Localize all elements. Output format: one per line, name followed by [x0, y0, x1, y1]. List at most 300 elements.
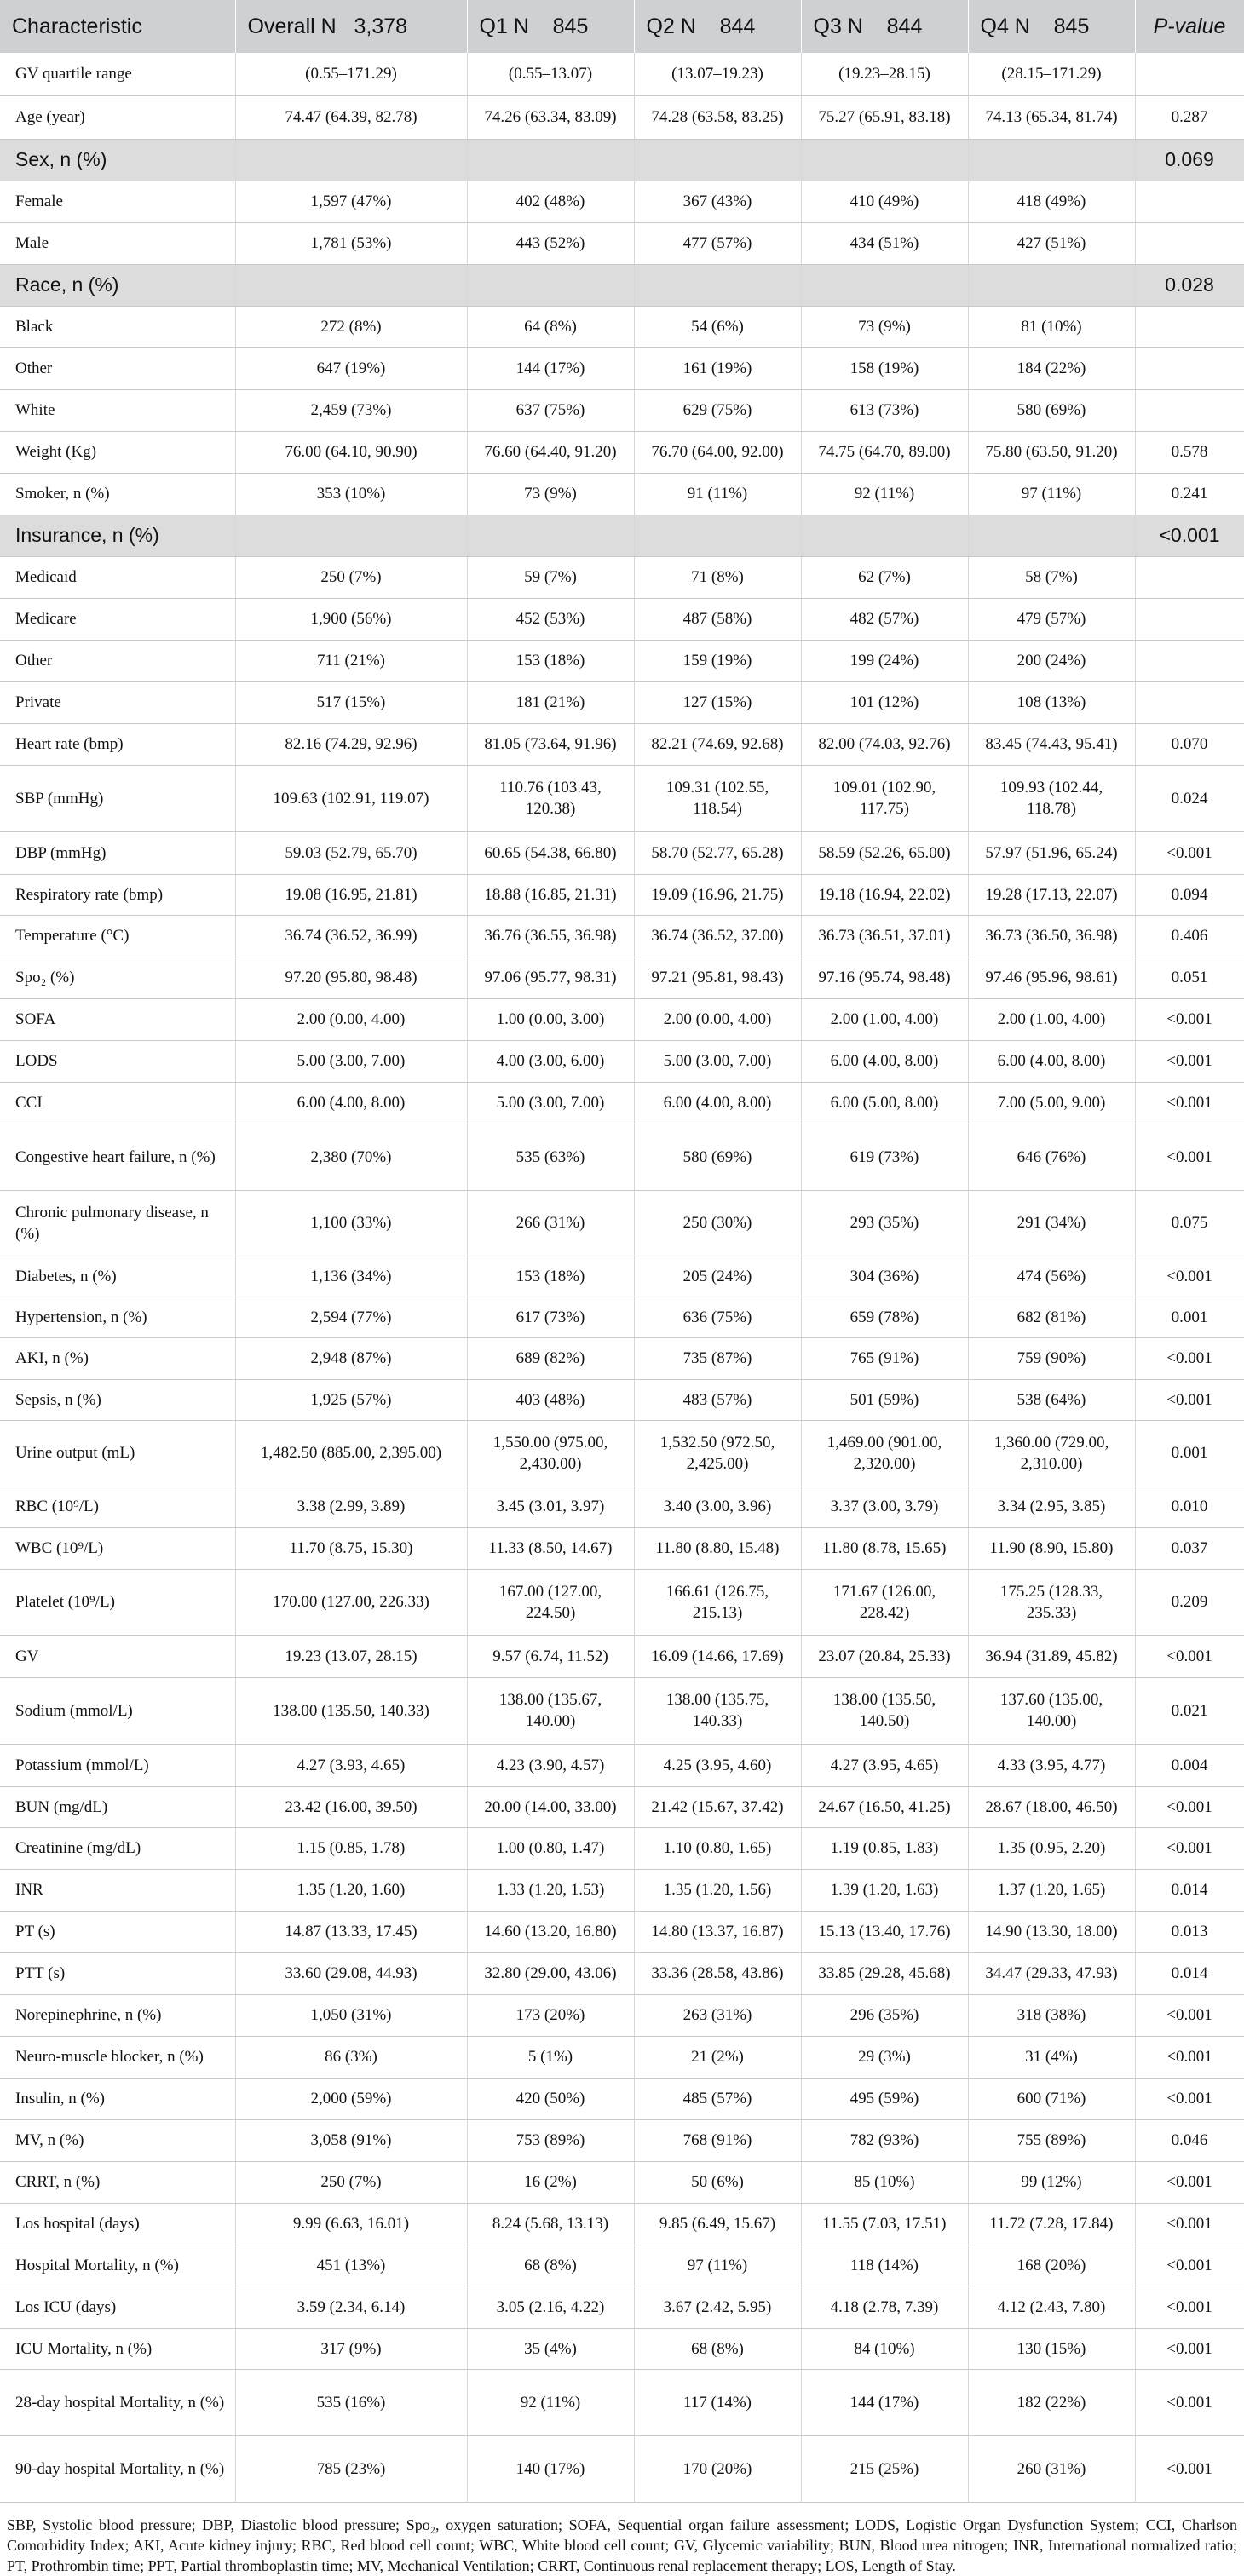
cell-q3: 92 (11%) [801, 473, 968, 515]
table-row [0, 1420, 1244, 1486]
cell-q1 [467, 515, 634, 556]
table-row [0, 222, 1244, 264]
cell-q2: 636 (75%) [634, 1297, 801, 1337]
cell-q2: 3.67 (2.42, 5.95) [634, 2286, 801, 2328]
cell-q4: 74.13 (65.34, 81.74) [968, 95, 1135, 139]
cell-q2: 16.09 (14.66, 17.69) [634, 1635, 801, 1677]
cell-q1: 3.45 (3.01, 3.97) [467, 1486, 634, 1527]
cell-q2: 76.70 (64.00, 92.00) [634, 431, 801, 473]
cell-overall: 5.00 (3.00, 7.00) [235, 1040, 467, 1082]
cell-q2: 205 (24%) [634, 1256, 801, 1297]
cell-p-value: 0.001 [1135, 1297, 1244, 1337]
cell-p-value: <0.001 [1135, 1124, 1244, 1190]
table-row [0, 874, 1244, 915]
cell-q1: 97.06 (95.77, 98.31) [467, 957, 634, 998]
cell-q3: 73 (9%) [801, 306, 968, 347]
cell-q2: 250 (30%) [634, 1190, 801, 1256]
cell-q3: 6.00 (5.00, 8.00) [801, 1082, 968, 1124]
table-row [0, 1786, 1244, 1827]
cell-q4: 646 (76%) [968, 1124, 1135, 1190]
row-label: Weight (Kg) [0, 431, 235, 473]
table-row [0, 306, 1244, 347]
row-label: Private [0, 681, 235, 723]
cell-overall: 250 (7%) [235, 2161, 467, 2203]
header-overall: Overall N 3,378 [235, 0, 467, 53]
cell-overall: 33.60 (29.08, 44.93) [235, 1952, 467, 1994]
cell-q1: 443 (52%) [467, 222, 634, 264]
table-row [0, 1082, 1244, 1124]
row-label: Creatinine (mg/dL) [0, 1827, 235, 1869]
cell-q3: 1.19 (0.85, 1.83) [801, 1827, 968, 1869]
cell-q3: 215 (25%) [801, 2435, 968, 2502]
cell-q2: 487 (58%) [634, 598, 801, 640]
cell-q4: 168 (20%) [968, 2245, 1135, 2286]
cell-q3: 495 (59%) [801, 2078, 968, 2119]
cell-p-value: 0.014 [1135, 1952, 1244, 1994]
cell-overall: 2,948 (87%) [235, 1337, 467, 1379]
cell-q1: 753 (89%) [467, 2119, 634, 2161]
row-label: Norepinephrine, n (%) [0, 1994, 235, 2036]
cell-q3: 4.27 (3.95, 4.65) [801, 1744, 968, 1786]
cell-q4 [968, 139, 1135, 181]
cell-p-value: 0.287 [1135, 95, 1244, 139]
cell-q1: 173 (20%) [467, 1994, 634, 2036]
row-label: PT (s) [0, 1911, 235, 1952]
cell-q3: 296 (35%) [801, 1994, 968, 2036]
row-label: Heart rate (bmp) [0, 723, 235, 765]
row-label: INR [0, 1869, 235, 1911]
cell-q1: 138.00 (135.67, 140.00) [467, 1677, 634, 1744]
cell-q4: 1,360.00 (729.00, 2,310.00) [968, 1420, 1135, 1486]
row-label: BUN (mg/dL) [0, 1786, 235, 1827]
table-row [0, 1569, 1244, 1635]
cell-q2: 4.25 (3.95, 4.60) [634, 1744, 801, 1786]
table-row [0, 1952, 1244, 1994]
cell-q3 [801, 264, 968, 306]
cell-p-value [1135, 181, 1244, 222]
cell-q2: 97 (11%) [634, 2245, 801, 2286]
cell-p-value: 0.094 [1135, 874, 1244, 915]
cell-q4: 4.12 (2.43, 7.80) [968, 2286, 1135, 2328]
cell-q4: 36.73 (36.50, 36.98) [968, 915, 1135, 957]
cell-p-value: 0.069 [1135, 139, 1244, 181]
cell-p-value: <0.001 [1135, 1082, 1244, 1124]
cell-p-value [1135, 640, 1244, 681]
table-row [0, 640, 1244, 681]
cell-q4: 580 (69%) [968, 389, 1135, 431]
table-row [0, 473, 1244, 515]
table-row [0, 1635, 1244, 1677]
cell-overall: 3.59 (2.34, 6.14) [235, 2286, 467, 2328]
cell-q1: 402 (48%) [467, 181, 634, 222]
cell-overall: 317 (9%) [235, 2328, 467, 2369]
cell-q2: 485 (57%) [634, 2078, 801, 2119]
row-label: Insulin, n (%) [0, 2078, 235, 2119]
table-row [0, 1297, 1244, 1337]
cell-q1: 403 (48%) [467, 1379, 634, 1420]
cell-q3: 782 (93%) [801, 2119, 968, 2161]
row-label: Sex, n (%) [0, 139, 235, 181]
cell-p-value [1135, 681, 1244, 723]
table-row [0, 2078, 1244, 2119]
cell-q4: 1.37 (1.20, 1.65) [968, 1869, 1135, 1911]
table-row [0, 1379, 1244, 1420]
table-row [0, 2036, 1244, 2078]
row-label: DBP (mmHg) [0, 831, 235, 874]
cell-q4: 19.28 (17.13, 22.07) [968, 874, 1135, 915]
cell-q1: 74.26 (63.34, 83.09) [467, 95, 634, 139]
table-row [0, 2369, 1244, 2435]
cell-q3: 58.59 (52.26, 65.00) [801, 831, 968, 874]
cell-p-value [1135, 389, 1244, 431]
cell-p-value: <0.001 [1135, 1786, 1244, 1827]
cell-p-value [1135, 306, 1244, 347]
row-label: Respiratory rate (bmp) [0, 874, 235, 915]
cell-p-value [1135, 598, 1244, 640]
cell-overall [235, 139, 467, 181]
cell-p-value: 0.024 [1135, 765, 1244, 831]
cell-overall: 1.15 (0.85, 1.78) [235, 1827, 467, 1869]
cell-q3: 2.00 (1.00, 4.00) [801, 998, 968, 1040]
table-row [0, 915, 1244, 957]
header-p-value: P-value [1135, 0, 1244, 53]
row-label: Urine output (mL) [0, 1420, 235, 1486]
cell-q2: 71 (8%) [634, 556, 801, 598]
section-row [0, 264, 1244, 306]
row-label: PTT (s) [0, 1952, 235, 1994]
cell-q3: 109.01 (102.90, 117.75) [801, 765, 968, 831]
cell-q3: (19.23–28.15) [801, 53, 968, 95]
cell-q1: 11.33 (8.50, 14.67) [467, 1527, 634, 1569]
cell-q4: 479 (57%) [968, 598, 1135, 640]
cell-q4: 318 (38%) [968, 1994, 1135, 2036]
cell-q1: 32.80 (29.00, 43.06) [467, 1952, 634, 1994]
cell-overall: 1,900 (56%) [235, 598, 467, 640]
cell-q3: 410 (49%) [801, 181, 968, 222]
cell-q4: 260 (31%) [968, 2435, 1135, 2502]
cell-p-value: 0.010 [1135, 1486, 1244, 1527]
table-row [0, 2435, 1244, 2502]
cell-q3: 482 (57%) [801, 598, 968, 640]
cell-overall: 1,136 (34%) [235, 1256, 467, 1297]
cell-q1: 535 (63%) [467, 1124, 634, 1190]
cell-q4: 137.60 (135.00, 140.00) [968, 1677, 1135, 1744]
cell-q4: 58 (7%) [968, 556, 1135, 598]
cell-q4: 755 (89%) [968, 2119, 1135, 2161]
table-row [0, 1994, 1244, 2036]
cell-q3: 1.39 (1.20, 1.63) [801, 1869, 968, 1911]
cell-overall: 1,100 (33%) [235, 1190, 467, 1256]
row-label: Temperature (°C) [0, 915, 235, 957]
cell-q4: 36.94 (31.89, 45.82) [968, 1635, 1135, 1677]
cell-q2: 159 (19%) [634, 640, 801, 681]
cell-p-value: <0.001 [1135, 998, 1244, 1040]
table-footnote: SBP, Systolic blood pressure; DBP, Diastolic blood pressure; Spo₂, oxygen saturation; SOFA, Sequential organ failure assessment; LODS, Logistic Organ Dysfunction System; CCI, Charlson Comorbidity Index; AKI, Acute kidney injury; RBC, Red blood cell count; WBC, White blood cell count; GV, Glycemic variability; BUN, Blood urea nitrogen; INR, International normalized ratio; PT, Prothrombin time; PPT, Partial thromboplastin time; MV, Mechanical Ventilation; CRRT, Continuous renal replacement therapy; LOS, Length of Stay. [7, 2516, 1237, 2574]
cell-q2: 19.09 (16.96, 21.75) [634, 874, 801, 915]
row-label: Medicare [0, 598, 235, 640]
row-label: Platelet (10⁹/L) [0, 1569, 235, 1635]
cell-p-value: <0.001 [1135, 1827, 1244, 1869]
cell-overall: 109.63 (102.91, 119.07) [235, 765, 467, 831]
cell-q4: (28.15–171.29) [968, 53, 1135, 95]
row-label: Sodium (mmol/L) [0, 1677, 235, 1744]
cell-q1: 16 (2%) [467, 2161, 634, 2203]
cell-p-value: 0.028 [1135, 264, 1244, 306]
cell-p-value [1135, 347, 1244, 389]
table-row [0, 181, 1244, 222]
cell-q4: 99 (12%) [968, 2161, 1135, 2203]
row-label: Male [0, 222, 235, 264]
cell-q4 [968, 515, 1135, 556]
cell-q4: 11.90 (8.90, 15.80) [968, 1527, 1135, 1569]
cell-q4: 474 (56%) [968, 1256, 1135, 1297]
header-q2: Q2 N 844 [634, 0, 801, 53]
section-row [0, 139, 1244, 181]
cell-q3: 619 (73%) [801, 1124, 968, 1190]
table-row [0, 1869, 1244, 1911]
table-row [0, 598, 1244, 640]
cell-p-value [1135, 556, 1244, 598]
cell-overall: 2,380 (70%) [235, 1124, 467, 1190]
cell-q1: 110.76 (103.43, 120.38) [467, 765, 634, 831]
row-label: Age (year) [0, 95, 235, 139]
cell-p-value: <0.001 [1135, 1379, 1244, 1420]
table-row [0, 1190, 1244, 1256]
cell-q4: 97.46 (95.96, 98.61) [968, 957, 1135, 998]
row-label: SBP (mmHg) [0, 765, 235, 831]
cell-q3: 24.67 (16.50, 41.25) [801, 1786, 968, 1827]
cell-q1: 689 (82%) [467, 1337, 634, 1379]
cell-q4: 28.67 (18.00, 46.50) [968, 1786, 1135, 1827]
row-label: Diabetes, n (%) [0, 1256, 235, 1297]
table-row [0, 831, 1244, 874]
cell-q4: 291 (34%) [968, 1190, 1135, 1256]
row-label: White [0, 389, 235, 431]
cell-q1: 153 (18%) [467, 640, 634, 681]
cell-q4: 182 (22%) [968, 2369, 1135, 2435]
cell-q1 [467, 139, 634, 181]
cell-q3: 11.80 (8.78, 15.65) [801, 1527, 968, 1569]
row-label: Spo₂ (%) [0, 957, 235, 998]
cell-overall: 11.70 (8.75, 15.30) [235, 1527, 467, 1569]
cell-q2: 54 (6%) [634, 306, 801, 347]
cell-p-value: <0.001 [1135, 831, 1244, 874]
cell-q4: 682 (81%) [968, 1297, 1135, 1337]
row-label: Chronic pulmonary disease, n (%) [0, 1190, 235, 1256]
cell-p-value: <0.001 [1135, 1040, 1244, 1082]
cell-q4: 75.80 (63.50, 91.20) [968, 431, 1135, 473]
cell-q1: 4.23 (3.90, 4.57) [467, 1744, 634, 1786]
cell-q1: 140 (17%) [467, 2435, 634, 2502]
cell-q4: 3.34 (2.95, 3.85) [968, 1486, 1135, 1527]
cell-p-value: 0.037 [1135, 1527, 1244, 1569]
cell-q1: 420 (50%) [467, 2078, 634, 2119]
row-label: Female [0, 181, 235, 222]
cell-overall: 1,781 (53%) [235, 222, 467, 264]
cell-overall: 14.87 (13.33, 17.45) [235, 1911, 467, 1952]
cell-q4: 130 (15%) [968, 2328, 1135, 2369]
header-characteristic: Characteristic [0, 0, 235, 53]
cell-q2: 21 (2%) [634, 2036, 801, 2078]
cell-q1: 18.88 (16.85, 21.31) [467, 874, 634, 915]
cell-q2 [634, 264, 801, 306]
cell-overall: 1,597 (47%) [235, 181, 467, 222]
cell-overall: 3.38 (2.99, 3.89) [235, 1486, 467, 1527]
cell-q4: 600 (71%) [968, 2078, 1135, 2119]
cell-p-value: 0.021 [1135, 1677, 1244, 1744]
cell-q3: 501 (59%) [801, 1379, 968, 1420]
cell-q3: 23.07 (20.84, 25.33) [801, 1635, 968, 1677]
cell-overall: 2.00 (0.00, 4.00) [235, 998, 467, 1040]
cell-overall: 1,925 (57%) [235, 1379, 467, 1420]
table-row [0, 2286, 1244, 2328]
cell-p-value: 0.406 [1135, 915, 1244, 957]
cell-q3: 101 (12%) [801, 681, 968, 723]
cell-overall: 3,058 (91%) [235, 2119, 467, 2161]
cell-q4: 6.00 (4.00, 8.00) [968, 1040, 1135, 1082]
cell-overall: 647 (19%) [235, 347, 467, 389]
row-label: Other [0, 347, 235, 389]
cell-p-value: 0.241 [1135, 473, 1244, 515]
cell-q2: 2.00 (0.00, 4.00) [634, 998, 801, 1040]
cell-q2: 3.40 (3.00, 3.96) [634, 1486, 801, 1527]
cell-q1: 60.65 (54.38, 66.80) [467, 831, 634, 874]
cell-p-value: <0.001 [1135, 2435, 1244, 2502]
cell-q3: 29 (3%) [801, 2036, 968, 2078]
row-label: Hypertension, n (%) [0, 1297, 235, 1337]
cell-q3: 158 (19%) [801, 347, 968, 389]
cell-q3: 199 (24%) [801, 640, 968, 681]
cell-q2: 477 (57%) [634, 222, 801, 264]
cell-p-value: <0.001 [1135, 1635, 1244, 1677]
cell-q3: 1,469.00 (901.00, 2,320.00) [801, 1420, 968, 1486]
cell-p-value: 0.001 [1135, 1420, 1244, 1486]
cell-q1: 1.00 (0.80, 1.47) [467, 1827, 634, 1869]
row-label: CRRT, n (%) [0, 2161, 235, 2203]
cell-p-value: 0.578 [1135, 431, 1244, 473]
cell-q2: 91 (11%) [634, 473, 801, 515]
cell-p-value: <0.001 [1135, 2078, 1244, 2119]
cell-overall: 4.27 (3.93, 4.65) [235, 1744, 467, 1786]
cell-q3: 304 (36%) [801, 1256, 968, 1297]
cell-q2: 14.80 (13.37, 16.87) [634, 1911, 801, 1952]
cell-q2: 74.28 (63.58, 83.25) [634, 95, 801, 139]
cell-q1: 4.00 (3.00, 6.00) [467, 1040, 634, 1082]
cell-q2: 82.21 (74.69, 92.68) [634, 723, 801, 765]
cell-q1: 1.00 (0.00, 3.00) [467, 998, 634, 1040]
cell-q1: 617 (73%) [467, 1297, 634, 1337]
cell-q4 [968, 264, 1135, 306]
cell-q4: 31 (4%) [968, 2036, 1135, 2078]
cell-q2: 161 (19%) [634, 347, 801, 389]
table-row [0, 1677, 1244, 1744]
table-row [0, 1256, 1244, 1297]
cell-overall: 272 (8%) [235, 306, 467, 347]
cell-p-value: <0.001 [1135, 2369, 1244, 2435]
cell-q1: 14.60 (13.20, 16.80) [467, 1911, 634, 1952]
cell-p-value: 0.004 [1135, 1744, 1244, 1786]
cell-q2: 580 (69%) [634, 1124, 801, 1190]
cell-q3: 85 (10%) [801, 2161, 968, 2203]
cell-overall: 250 (7%) [235, 556, 467, 598]
cell-overall: 2,594 (77%) [235, 1297, 467, 1337]
cell-q4: 97 (11%) [968, 473, 1135, 515]
row-label: WBC (10⁹/L) [0, 1527, 235, 1569]
cell-q2: (13.07–19.23) [634, 53, 801, 95]
header-q1: Q1 N 845 [467, 0, 634, 53]
table-row [0, 1744, 1244, 1786]
cell-q1: 167.00 (127.00, 224.50) [467, 1569, 634, 1635]
cell-overall: 2,000 (59%) [235, 2078, 467, 2119]
cell-p-value: 0.013 [1135, 1911, 1244, 1952]
cell-overall: 517 (15%) [235, 681, 467, 723]
cell-p-value: <0.001 [1135, 1994, 1244, 2036]
cell-p-value: <0.001 [1135, 2286, 1244, 2328]
cell-p-value [1135, 53, 1244, 95]
cell-q4: 2.00 (1.00, 4.00) [968, 998, 1135, 1040]
cell-q1: 76.60 (64.40, 91.20) [467, 431, 634, 473]
cell-overall: 711 (21%) [235, 640, 467, 681]
cell-overall: 1.35 (1.20, 1.60) [235, 1869, 467, 1911]
cell-q1: 1,550.00 (975.00, 2,430.00) [467, 1420, 634, 1486]
cell-q2: 117 (14%) [634, 2369, 801, 2435]
table-row [0, 957, 1244, 998]
cell-overall: (0.55–171.29) [235, 53, 467, 95]
cell-p-value: 0.014 [1135, 1869, 1244, 1911]
cell-q2: 97.21 (95.81, 98.43) [634, 957, 801, 998]
cell-q4: 81 (10%) [968, 306, 1135, 347]
cell-q3: 6.00 (4.00, 8.00) [801, 1040, 968, 1082]
cell-q3: 144 (17%) [801, 2369, 968, 2435]
cell-overall: 451 (13%) [235, 2245, 467, 2286]
row-label: Black [0, 306, 235, 347]
cell-q4: 538 (64%) [968, 1379, 1135, 1420]
row-label: GV [0, 1635, 235, 1677]
cell-p-value: <0.001 [1135, 2245, 1244, 2286]
cell-q1: 73 (9%) [467, 473, 634, 515]
row-label: AKI, n (%) [0, 1337, 235, 1379]
cell-q1: 181 (21%) [467, 681, 634, 723]
cell-overall: 1,050 (31%) [235, 1994, 467, 2036]
cell-q1: 35 (4%) [467, 2328, 634, 2369]
cell-q3: 33.85 (29.28, 45.68) [801, 1952, 968, 1994]
cell-p-value: <0.001 [1135, 515, 1244, 556]
cell-q1: 92 (11%) [467, 2369, 634, 2435]
cell-q2: 50 (6%) [634, 2161, 801, 2203]
cell-q3: 171.67 (126.00, 228.42) [801, 1569, 968, 1635]
cell-q3: 74.75 (64.70, 89.00) [801, 431, 968, 473]
cell-q3: 613 (73%) [801, 389, 968, 431]
cell-q4: 427 (51%) [968, 222, 1135, 264]
cell-q2: 629 (75%) [634, 389, 801, 431]
cell-q3: 62 (7%) [801, 556, 968, 598]
row-label: Medicaid [0, 556, 235, 598]
cell-q1: 81.05 (73.64, 91.96) [467, 723, 634, 765]
cell-q4: 200 (24%) [968, 640, 1135, 681]
cell-q4: 57.97 (51.96, 65.24) [968, 831, 1135, 874]
cell-overall [235, 264, 467, 306]
cell-q4: 4.33 (3.95, 4.77) [968, 1744, 1135, 1786]
row-label: SOFA [0, 998, 235, 1040]
cell-overall: 74.47 (64.39, 82.78) [235, 95, 467, 139]
table-row [0, 2328, 1244, 2369]
table-row [0, 1486, 1244, 1527]
cell-q3 [801, 139, 968, 181]
cell-p-value: 0.051 [1135, 957, 1244, 998]
cell-q3: 118 (14%) [801, 2245, 968, 2286]
cell-overall: 9.99 (6.63, 16.01) [235, 2203, 467, 2245]
cell-q2: 68 (8%) [634, 2328, 801, 2369]
